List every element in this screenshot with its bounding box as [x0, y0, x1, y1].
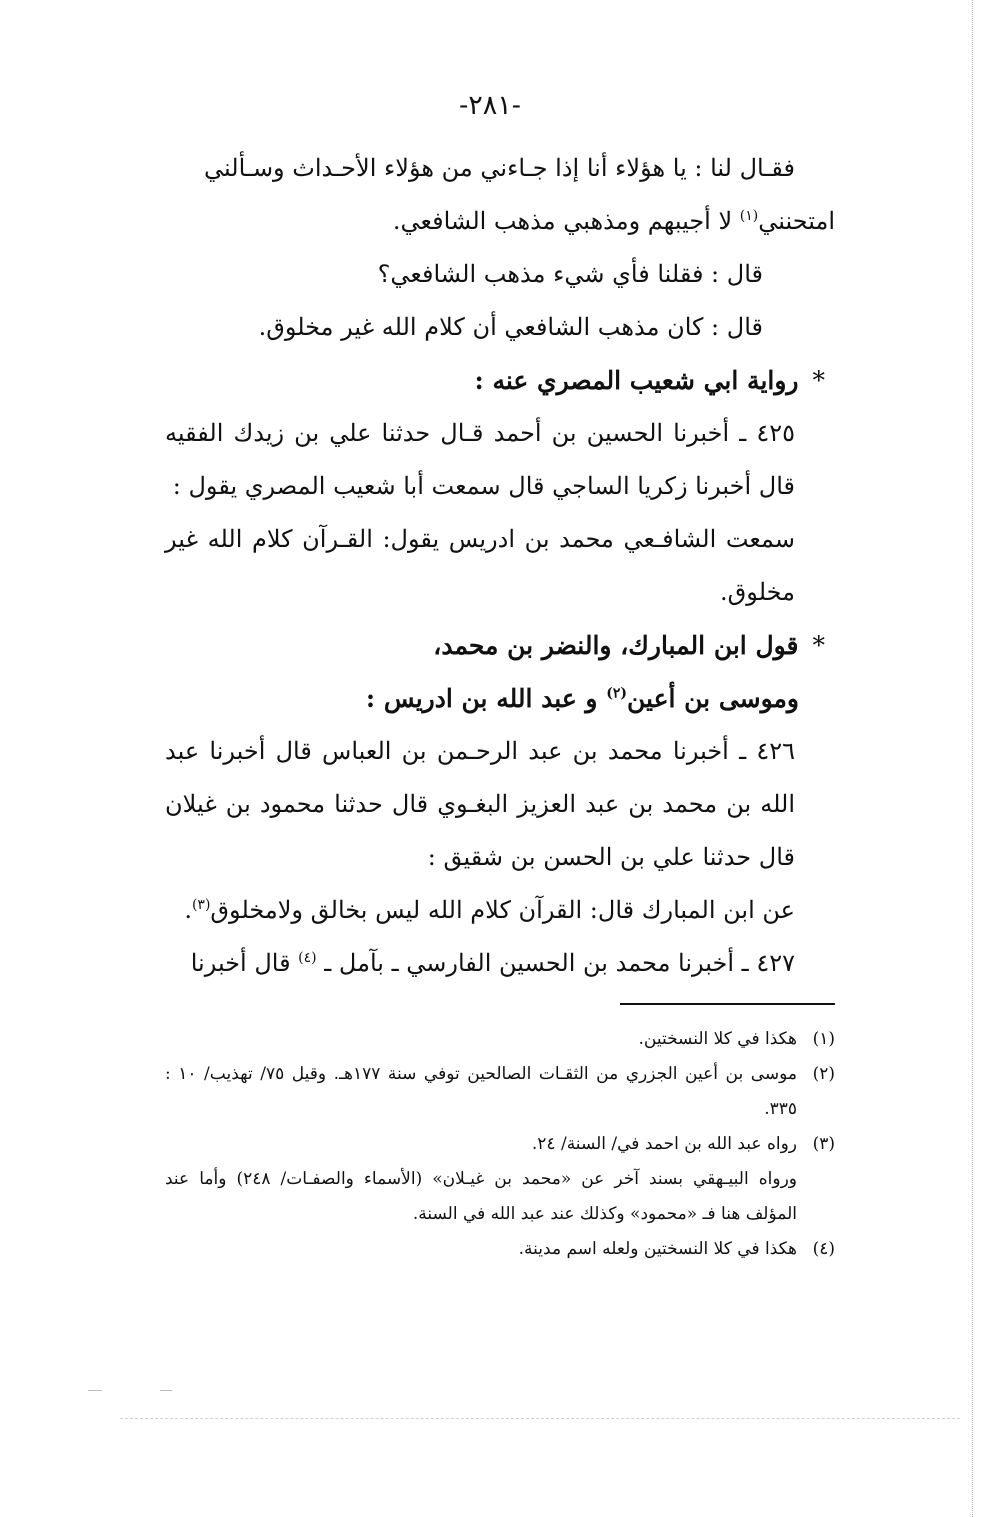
footnote: [165, 1232, 835, 1267]
footnote-marker: (٤): [298, 950, 317, 966]
paragraph: [165, 937, 835, 990]
scan-bottom-line: [120, 1418, 960, 1419]
text-run: عن ابن المبارك قال: القرآن كلام الله ليس بخالق ولامخلوق: [210, 896, 795, 924]
text-run: امتحنني: [758, 207, 835, 235]
footnote-text: رواه عبد الله بن احمد في/ السنة/ ٢٤.: [531, 1134, 797, 1154]
footnote-text: موسى بن أعين الجزري من الثقـات الصالحين توفي سنة ١٧٧هـ. وقيل ٧٥/ تهذيب/ ١٠ : ٣٣٥.: [165, 1064, 798, 1119]
text-run: وموسى بن أعين: [627, 684, 799, 713]
scan-mark: [88, 1390, 102, 1391]
footnote-number: (٤): [812, 1239, 835, 1259]
footnote-number: (١): [812, 1029, 835, 1049]
paragraph: ٤٢٥ ـ أخبرنا الحسين بن أحمد قـال حدثنا علي بن زيدك الفقيه قال أخبرنا زكريا الساجي قال سمعت أبا شعيب المصري يقول :: [165, 419, 795, 500]
paragraph: ٤٢٦ ـ أخبرنا محمد بن عبد الرحـمن بن العباس قال أخبرنا عبد الله بن محمد بن عبد العزيز البغـوي قال حدثنا محمود بن غيلان قال حدثنا علي بن الحسن بن شقيق :: [165, 737, 795, 871]
text-line: فقـال لنا : يا هؤلاء أنا إذا جـاءني من هؤلاء الأحـداث وسـألني: [204, 154, 795, 182]
page-number: -٢٨١-: [459, 90, 521, 121]
footnote-separator: [620, 1003, 835, 1005]
paragraph: قال : كان مذهب الشافعي أن كلام الله غير مخلوق.: [258, 313, 763, 341]
footnote-marker: (١): [739, 208, 759, 224]
paragraph: [165, 195, 835, 248]
footnote: [165, 1127, 835, 1162]
star-bullet: *: [812, 631, 825, 660]
text-run: .: [184, 896, 192, 924]
footnote-number: (٢): [812, 1064, 835, 1084]
footnote-continuation: ورواه البيـهقي بسند آخر عن «محمد بن غيـلان» (الأسماء والصفـات/ ٢٤٨) وأما عند المؤلف هنا فـ «محمود» وكذلك عند عبد الله في السنة.: [165, 1169, 797, 1224]
footnote-marker: (٢): [606, 685, 627, 702]
footnote: [165, 1022, 835, 1057]
paragraph: [165, 884, 835, 937]
scan-edge-line: [972, 0, 973, 1517]
scan-mark: [160, 1390, 172, 1391]
section-heading-continued: [165, 672, 835, 725]
footnotes: [165, 1022, 835, 1267]
footnote-marker: (٣): [191, 897, 211, 913]
footnote-number: (٣): [812, 1134, 835, 1154]
footnote: [165, 1057, 835, 1127]
heading-text: رواية ابي شعيب المصري عنه :: [474, 366, 799, 395]
text-run: و عبد الله بن ادريس :: [365, 684, 607, 713]
paragraph: سمعت الشافـعي محمد بن ادريس يقول: القـرآن كلام الله غير مخلوق.: [165, 525, 795, 606]
paragraph: قال : فقلنا فأي شيء مذهب الشافعي؟: [377, 260, 763, 288]
heading-text: قول ابن المبارك، والنضر بن محمد،: [433, 631, 799, 660]
footnote-text: هكذا في كلا النسختين.: [638, 1029, 797, 1049]
paragraph: [165, 142, 835, 195]
section-heading: [165, 619, 835, 672]
text-run: قال أخبرنا: [190, 949, 299, 977]
text-run: لا أجيبهم ومذهبي مذهب الشافعي.: [392, 207, 740, 235]
section-heading: [165, 354, 835, 407]
main-text: [165, 142, 835, 990]
footnote-text: هكذا في كلا النسختين ولعله اسم مدينة.: [518, 1239, 797, 1259]
star-bullet: *: [812, 366, 825, 395]
text-run: ٤٢٧ ـ أخبرنا محمد بن الحسين الفارسي ـ بآمل ـ: [316, 949, 795, 977]
